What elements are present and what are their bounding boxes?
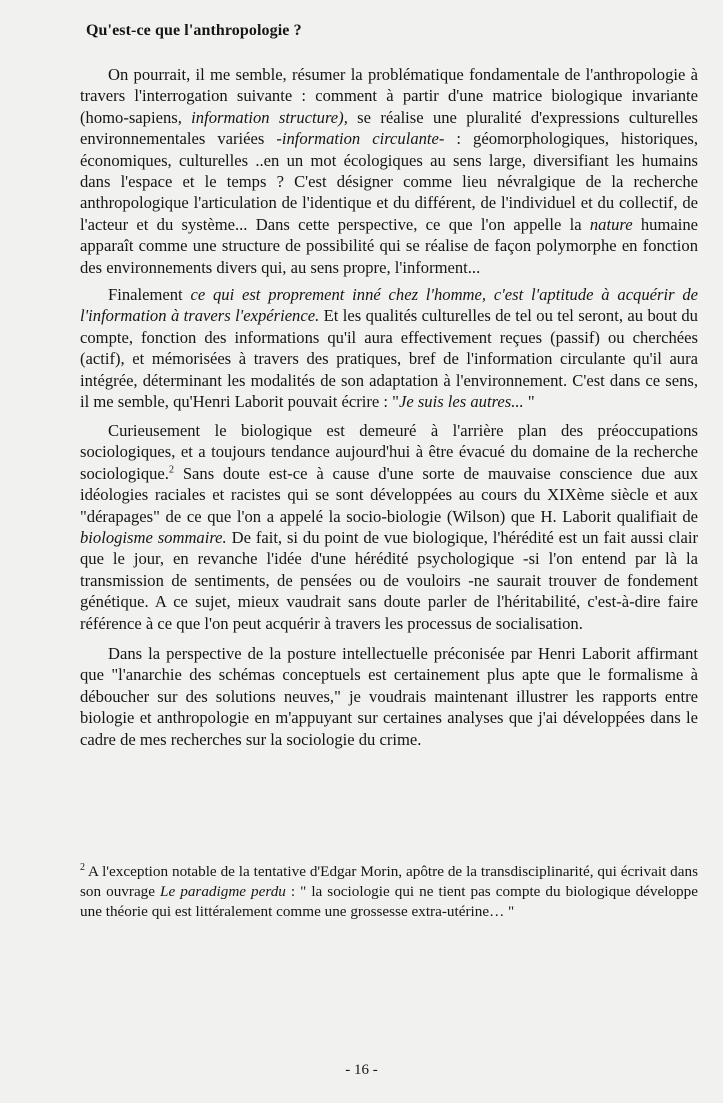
footnote-reference: 2 (168, 464, 174, 476)
footnote-italic-title: Le paradigme perdu (160, 883, 286, 900)
page-title: Qu'est-ce que l'anthropologie ? (86, 22, 302, 39)
paragraph-2-text-c: " (523, 392, 535, 412)
footnote (80, 862, 698, 922)
paragraph-2-italic-b: Je suis les autres... (398, 392, 524, 412)
paragraph-4 (80, 643, 698, 750)
paragraph-1-text-b: se réalise une pluralité d'expressions culturelles environnementales variées (80, 107, 698, 149)
page-number: - 16 - (345, 1062, 378, 1078)
paragraph-3-text-b: Sans doute est-ce à cause d'une sorte de mauvaise conscience due aux idéologies raciales et racistes qui se sont développées au cours du XIXème siècle et aux "dérapages" de ce que l'on a appelé la socio-biologie (Wilson) que H. Laborit qualifiait de (80, 463, 698, 526)
paragraph-1-italic-c: nature (589, 214, 633, 234)
paragraph-1 (80, 64, 698, 278)
paragraph-1-text-a: On pourrait, il me semble, résumer la problématique fondamentale de l'anthropologie à travers l'interrogation suivante : comment à partir d'une matrice biologique invariante (homo-sapiens, (80, 65, 698, 127)
paragraph-3-text-a: Curieusement le biologique est demeuré à l'arrière plan des préoccupations sociologiques, et a toujours tendance aujourd'hui à être évacué du domaine de la recherche sociologique. (80, 421, 698, 483)
paragraph-3-text-c: De fait, si du point de vue biologique, l'hérédité est un fait aussi clair que le jour, en revanche l'idée d'une hérédité psychologique -si l'on entend par là la transmission de sentiments, de pensées ou de vouloirs -ne saurait trouver de fondement génétique. A ce sujet, mieux vaudrait sans doute parler de l'héritabilité, c'est-à-dire faire référence à ce que l'on peut acquérir à travers les processus de socialisation. (80, 528, 698, 633)
paragraph-2-text-b: Et les qualités culturelles de tel ou tel seront, au bout du compte, fonction des informations qu'il aura effectivement reçues (passif) ou cherchées (actif), et mémorisées à travers des pratiques, bref de l'information circulante qu'il aura intégrée, déterminant les modalités de son adaptation à l'environnement. C'est dans ce sens, il me semble, qu'Henri Laborit pouvait écrire : " (80, 306, 698, 412)
paragraph-1-text-d: humaine apparaît comme une structure de possibilité qui se réalise de façon polymorphe en fonction des environnements divers qui, au sens propre, l'informent... (80, 214, 698, 277)
paragraph-2-text-a: Finalement (108, 285, 191, 304)
paragraph-3 (80, 420, 698, 634)
paragraph-2-italic-a: ce qui est proprement inné chez l'homme, c'est l'aptitude à acquérir de l'information à travers l'expérience. (80, 285, 698, 326)
paragraph-1-text-c: : géomorphologiques, historiques, économiques, culturelles ..en un mot écologiques au sens large, diversifiant les humains dans l'espace et le temps ? C'est désigner comme lieu névralgique de la recherche anthropologique l'articulation de l'identique et du différent, de l'individuel et du collectif, de l'acteur et du système... Dans cette perspective, ce que l'on appelle la (80, 129, 698, 234)
paragraph-1-italic-b: -information circulante- (276, 129, 445, 149)
footnote-marker: 2 (80, 861, 85, 873)
paragraph-2 (80, 284, 698, 412)
paragraph-4-text: Dans la perspective de la posture intellectuelle préconisée par Henri Laborit affirmant que "l'anarchie des schémas conceptuels est certainement plus apte que le formalisme à déboucher sur des solutions neuves," je voudrais maintenant illustrer les rapports entre biologie et anthropologie en m'appuyant sur certaines analyses que j'ai développées dans le cadre de mes recherches sur la sociologie du crime. (80, 644, 698, 749)
footnote-text-a: A l'exception notable de la tentative d'Edgar Morin, apôtre de la transdisciplinarité, qui écrivait dans son ouvrage (80, 863, 698, 900)
footnote-text-b: : " la sociologie qui ne tient pas compte du biologique développe une théorie qui est littéralement comme une grossesse extra-utérine… " (80, 883, 698, 920)
paragraph-3-italic-b: biologisme sommaire. (80, 528, 227, 548)
paragraph-1-italic-a: information structure), (191, 107, 348, 127)
